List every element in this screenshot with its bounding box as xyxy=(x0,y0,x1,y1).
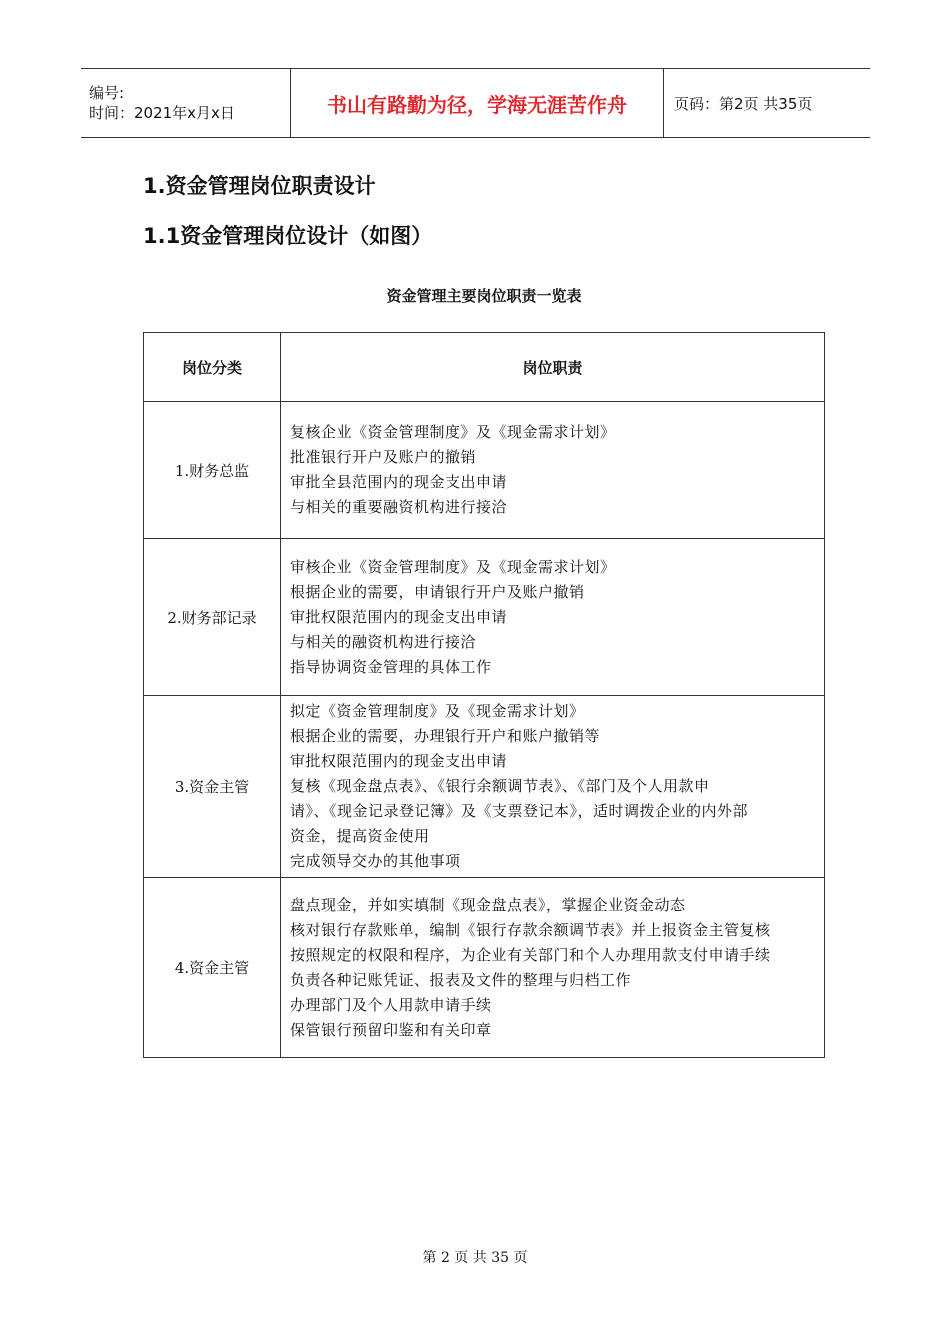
col-header-category: 岗位分类 xyxy=(144,333,281,402)
duty-line: 负责各种记账凭证、报表及文件的整理与归档工作 xyxy=(290,970,632,989)
row-duties xyxy=(281,539,825,696)
duty-line: 完成领导交办的其他事项 xyxy=(290,852,461,870)
duty-line: 与相关的融资机构进行接洽 xyxy=(290,632,477,651)
table-row xyxy=(144,539,825,696)
row-category: 2.财务部记录 xyxy=(144,539,281,696)
duty-line: 盘点现金，并如实填制《现金盘点表》，掌握企业资金动态 xyxy=(290,895,686,914)
duty-line: 按照规定的权限和程序，为企业有关部门和个人办理用款支付申请手续 xyxy=(290,945,771,964)
duty-line: 与相关的重要融资机构进行接洽 xyxy=(290,498,508,516)
duty-line: 审核企业《资金管理制度》及《现金需求计划》 xyxy=(290,557,616,576)
duty-line: 核对银行存款账单，编制《银行存款余额调节表》并上报资金主管复核 xyxy=(290,920,771,939)
header-page-info: 页码：第2页 共35页 xyxy=(674,94,813,113)
row-duties xyxy=(281,696,825,878)
page-footer: 第 2 页 共 35 页 xyxy=(422,1250,528,1266)
time-label: 时间：2021年x月x日 xyxy=(89,104,235,122)
number-label: 编号: xyxy=(89,84,125,102)
table-row xyxy=(144,878,825,1058)
row-duties xyxy=(281,402,825,539)
table-row xyxy=(144,402,825,539)
duty-line: 资金，提高资金使用 xyxy=(290,827,430,845)
duty-table xyxy=(143,332,825,1058)
page-header xyxy=(81,68,870,138)
duty-line: 指导协调资金管理的具体工作 xyxy=(290,657,492,676)
row-duties xyxy=(281,878,825,1058)
row-category: 4.资金主管 xyxy=(144,878,281,1058)
duty-line: 根据企业的需要，申请银行开户及账户撤销 xyxy=(290,582,585,601)
duty-line: 审批权限范围内的现金支出申请 xyxy=(290,752,508,770)
duty-line: 审批全县范围内的现金支出申请 xyxy=(290,473,508,491)
duty-line: 拟定《资金管理制度》及《现金需求计划》 xyxy=(290,702,585,720)
header-motto xyxy=(291,69,664,137)
header-meta xyxy=(81,69,291,137)
table-header-row xyxy=(144,333,825,402)
duty-line: 保管银行预留印鉴和有关印章 xyxy=(290,1020,492,1039)
table-title: 资金管理主要岗位职责一览表 xyxy=(386,287,582,305)
duty-line: 批准银行开户及账户的撤销 xyxy=(290,448,477,466)
motto-text: 书山有路勤为径，学海无涯苦作舟 xyxy=(327,92,627,117)
duty-line: 办理部门及个人用款申请手续 xyxy=(290,995,492,1014)
row-category: 1.财务总监 xyxy=(144,402,281,539)
duty-line: 复核《现金盘点表》、《银行余额调节表》、《部门及个人用款申 xyxy=(290,777,710,795)
section-heading: 1.资金管理岗位职责设计 xyxy=(143,174,376,198)
duty-line: 请》、《现金记录登记簿》及《支票登记本》，适时调拨企业的内外部 xyxy=(290,802,749,820)
duty-line: 根据企业的需要，办理银行开户和账户撤销等 xyxy=(290,727,601,745)
row-category: 3.资金主管 xyxy=(144,696,281,878)
duty-line: 审批权限范围内的现金支出申请 xyxy=(290,607,508,626)
subsection-heading: 1.1资金管理岗位设计（如图） xyxy=(143,224,433,248)
col-header-duties: 岗位职责 xyxy=(281,333,825,402)
table-row xyxy=(144,696,825,878)
duty-line: 复核企业《资金管理制度》及《现金需求计划》 xyxy=(290,423,616,441)
